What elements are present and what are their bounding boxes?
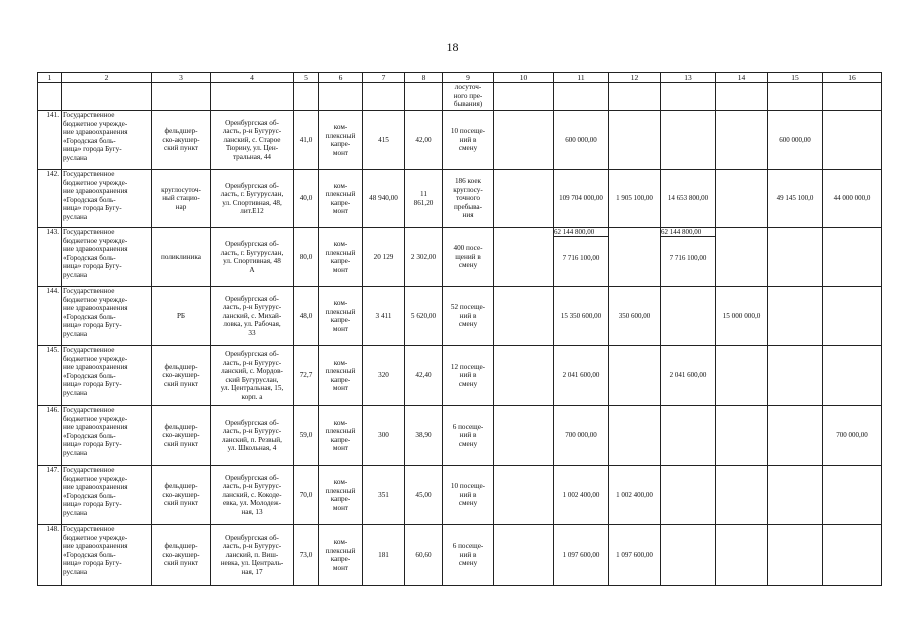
col15-value [768,525,823,586]
repair-category: ком- плексный капре- монт [319,287,363,346]
empty-cell [554,83,609,111]
row-number: 141. [38,111,62,170]
capacity-value: 52 посеще- ний в смену [443,287,494,346]
col7-value: 415 [363,111,405,170]
header-row [38,73,882,83]
facility-address: Оренбургская об- ласть, р-н Бугурус- ланский, п. Резвый, ул. Школьная, 4 [211,406,294,466]
empty-cell [405,83,443,111]
column-number: 9 [443,73,494,83]
continuation-row [38,83,882,111]
col16-value [823,111,882,170]
column-number: 4 [211,73,294,83]
area-value: 40,0 [294,170,319,228]
col11-value: 700 000,00 [554,406,609,466]
row-number: 144. [38,287,62,346]
col10-value [494,466,554,525]
col13-value [661,466,716,525]
col13-value [661,228,716,287]
table-row [38,228,882,287]
col11-value-total: 62 144 800,00 [554,228,608,237]
table-row [38,287,882,346]
column-number: 5 [294,73,319,83]
col10-value [494,287,554,346]
col15-value [768,346,823,406]
table-row [38,346,882,406]
col16-value [823,228,882,287]
row-number: 145. [38,346,62,406]
empty-cell [152,83,211,111]
col13-value [661,525,716,586]
col11-value: 109 704 000,00 [554,170,609,228]
organization-name: Государственное бюджетное учрежде- ние здравоохранения «Городская боль- ница» города Бугу- руслана [62,170,152,228]
table-body [38,73,882,586]
col11-value: 1 097 600,00 [554,525,609,586]
col8-value: 38,90 [405,406,443,466]
facility-type: круглосуточ- ный стацио- нар [152,170,211,228]
col15-value: 600 000,00 [768,111,823,170]
area-value: 73,0 [294,525,319,586]
column-number: 11 [554,73,609,83]
col14-value [716,346,768,406]
empty-cell [609,83,661,111]
col11-value: 1 002 400,00 [554,466,609,525]
col15-value [768,466,823,525]
facility-address: Оренбургская об- ласть, р-н Бугурус- ланский, с. Кокоде- евка, ул. Молодеж- ная, 13 [211,466,294,525]
column-number: 10 [494,73,554,83]
column-number: 1 [38,73,62,83]
col11-value: 600 000,00 [554,111,609,170]
row-number: 147. [38,466,62,525]
col15-value: 49 145 100,0 [768,170,823,228]
col12-value [609,406,661,466]
col11-value: 15 350 600,00 [554,287,609,346]
col14-value [716,525,768,586]
col16-value [823,466,882,525]
col8-value: 11 861,20 [405,170,443,228]
column-number: 12 [609,73,661,83]
area-value: 80,0 [294,228,319,287]
col8-value: 42,00 [405,111,443,170]
column-number: 7 [363,73,405,83]
empty-cell [716,83,768,111]
organization-name: Государственное бюджетное учрежде- ние здравоохранения «Городская боль- ница» города Бугу- руслана [62,525,152,586]
empty-cell [768,83,823,111]
row-number: 146. [38,406,62,466]
col15-value [768,287,823,346]
facility-address: Оренбургская об- ласть, р-н Бугурус- ланский, с. Мордов- ский Бугуруслан, ул. Центральная, 15, корп. а [211,346,294,406]
col7-value: 48 940,00 [363,170,405,228]
empty-cell [363,83,405,111]
capacity-value: 10 посеще- ний в смену [443,111,494,170]
col15-value [768,406,823,466]
col13-value [661,406,716,466]
col12-value: 1 905 100,00 [609,170,661,228]
col7-value: 320 [363,346,405,406]
organization-name: Государственное бюджетное учрежде- ние здравоохранения «Городская боль- ница» города Бугу- руслана [62,346,152,406]
col7-value: 3 411 [363,287,405,346]
repair-category: ком- плексный капре- монт [319,466,363,525]
col12-value [609,228,661,287]
col16-value [823,287,882,346]
col12-value [609,346,661,406]
table-row [38,170,882,228]
column-number: 16 [823,73,882,83]
capacity-value: 10 посеще- ний в смену [443,466,494,525]
row-number: 142. [38,170,62,228]
facility-type: фельдшер- ско-акушер- ский пункт [152,346,211,406]
facility-address: Оренбургская об- ласть, г. Бугуруслан, ул. Спортивная, 48 А [211,228,294,287]
capacity-value: 400 посе- щений в смену [443,228,494,287]
column-number: 6 [319,73,363,83]
facility-type: фельдшер- ско-акушер- ский пункт [152,466,211,525]
repair-category: ком- плексный капре- монт [319,111,363,170]
repair-category: ком- плексный капре- монт [319,170,363,228]
col13-value: 2 041 600,00 [661,346,716,406]
facility-type: фельдшер- ско-акушер- ский пункт [152,406,211,466]
column-number: 8 [405,73,443,83]
empty-cell [62,83,152,111]
column-number: 14 [716,73,768,83]
col8-value: 60,60 [405,525,443,586]
facility-address: Оренбургская об- ласть, г. Бугуруслан, ул. Спортивная, 48, лит.Е12 [211,170,294,228]
col16-value [823,346,882,406]
col13-value: 14 653 800,00 [661,170,716,228]
col11-value: 2 041 600,00 [554,346,609,406]
area-value: 72,7 [294,346,319,406]
column-number: 3 [152,73,211,83]
col12-value: 350 600,00 [609,287,661,346]
area-value: 41,0 [294,111,319,170]
facility-address: Оренбургская об- ласть, р-н Бугурус- ланский, с. Михай- ловка, ул. Рабочая, 33 [211,287,294,346]
col11-value-main: 7 716 100,00 [562,254,600,262]
continued-capacity-cell: лосуточ- ного пре- бывания) [443,83,494,111]
col16-value: 700 000,00 [823,406,882,466]
col14-value [716,170,768,228]
empty-cell [38,83,62,111]
col14-value [716,228,768,287]
facility-address: Оренбургская об- ласть, р-н Бугурус- ланский, п. Виш- невка, ул. Централь- ная, 17 [211,525,294,586]
column-number: 2 [62,73,152,83]
capacity-value: 12 посеще- ний в смену [443,346,494,406]
col16-value: 44 000 000,0 [823,170,882,228]
col8-value: 2 302,00 [405,228,443,287]
table-row [38,406,882,466]
col14-value [716,466,768,525]
empty-cell [823,83,882,111]
facility-type: поликлиника [152,228,211,287]
organization-name: Государственное бюджетное учрежде- ние здравоохранения «Городская боль- ница» города Бугу- руслана [62,406,152,466]
organization-name: Государственное бюджетное учрежде- ние здравоохранения «Городская боль- ница» города Бугу- руслана [62,466,152,525]
col13-value-total: 62 144 800,00 [661,228,715,237]
col13-value-main: 7 716 100,00 [669,254,707,262]
col8-value: 42,40 [405,346,443,406]
empty-cell [661,83,716,111]
facility-type: фельдшер- ско-акушер- ский пункт [152,525,211,586]
col10-value [494,228,554,287]
col8-value: 5 620,00 [405,287,443,346]
capacity-value: 6 посеще- ний в смену [443,406,494,466]
col10-value [494,170,554,228]
table-row [38,466,882,525]
col7-value: 20 129 [363,228,405,287]
repair-category: ком- плексный капре- монт [319,228,363,287]
empty-cell [294,83,319,111]
col11-value [554,228,609,287]
facility-type: фельдшер- ско-акушер- ский пункт [152,111,211,170]
area-value: 48,0 [294,287,319,346]
empty-cell [211,83,294,111]
col12-value [609,111,661,170]
organization-name: Государственное бюджетное учрежде- ние здравоохранения «Городская боль- ница» города Бугу- руслана [62,287,152,346]
organization-name: Государственное бюджетное учрежде- ние здравоохранения «Городская боль- ница» города Бугу- руслана [62,228,152,287]
col7-value: 351 [363,466,405,525]
col14-value: 15 000 000,0 [716,287,768,346]
facility-type: РБ [152,287,211,346]
empty-cell [494,83,554,111]
col14-value [716,406,768,466]
repair-category: ком- плексный капре- монт [319,525,363,586]
row-number: 148. [38,525,62,586]
column-number: 13 [661,73,716,83]
col10-value [494,346,554,406]
repair-category: ком- плексный капре- монт [319,346,363,406]
area-value: 70,0 [294,466,319,525]
repair-category: ком- плексный капре- монт [319,406,363,466]
table-row [38,111,882,170]
facility-address: Оренбургская об- ласть, р-н Бугурус- ланский, с. Старое Тюрину, ул. Цен- тральная, 44 [211,111,294,170]
area-value: 59,0 [294,406,319,466]
col13-value [661,287,716,346]
organization-name: Государственное бюджетное учрежде- ние здравоохранения «Городская боль- ница» города Бугу- руслана [62,111,152,170]
facilities-table [37,72,882,586]
table-row [38,525,882,586]
col12-value: 1 002 400,00 [609,466,661,525]
col10-value [494,525,554,586]
col13-value [661,111,716,170]
col8-value: 45,00 [405,466,443,525]
col15-value [768,228,823,287]
col10-value [494,111,554,170]
capacity-value: 186 коек круглосу- точного пребыва- ния [443,170,494,228]
col14-value [716,111,768,170]
capacity-value: 6 посеще- ний в смену [443,525,494,586]
row-number: 143. [38,228,62,287]
column-number: 15 [768,73,823,83]
col10-value [494,406,554,466]
col16-value [823,525,882,586]
col7-value: 300 [363,406,405,466]
col7-value: 181 [363,525,405,586]
col12-value: 1 097 600,00 [609,525,661,586]
empty-cell [319,83,363,111]
page-number: 18 [446,40,459,54]
